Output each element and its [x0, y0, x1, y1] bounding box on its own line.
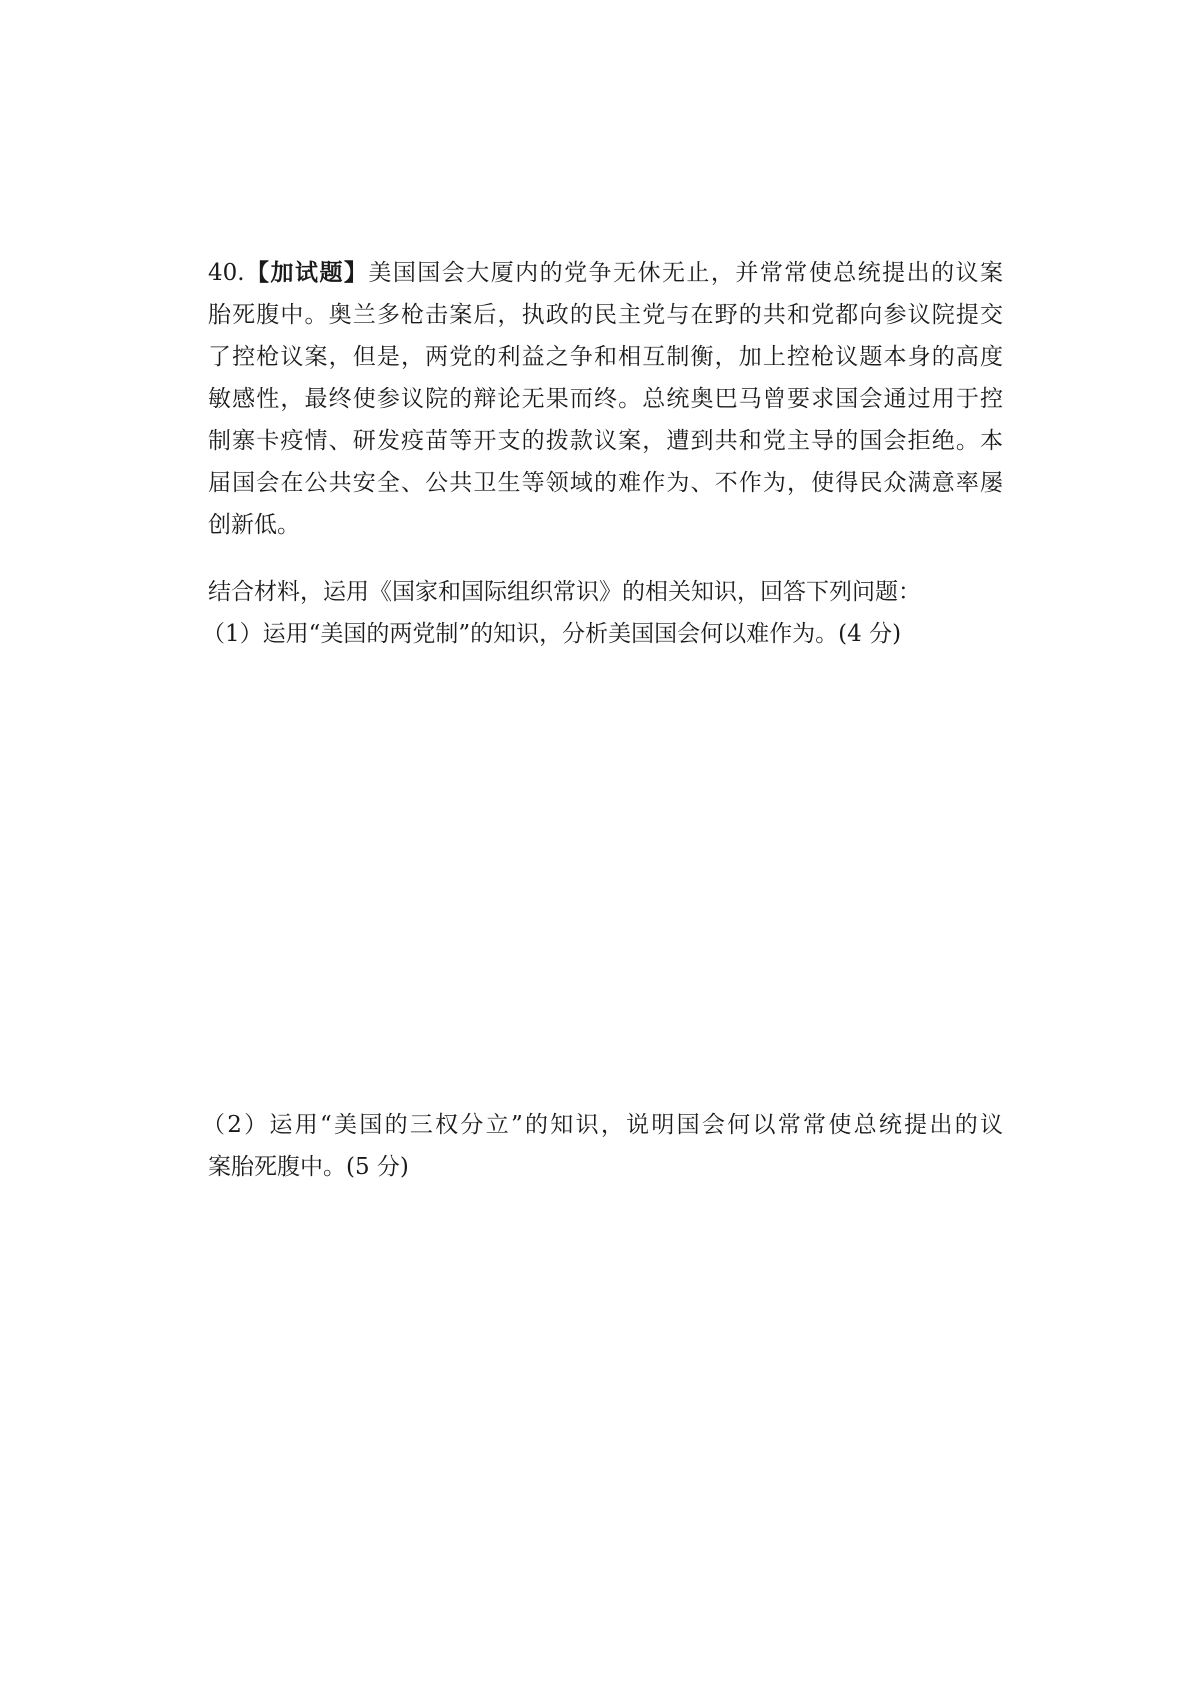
instruction-line: 结合材料，运用《国家和国际组织常识》的相关知识，回答下列问题： — [208, 579, 921, 605]
material-line-2: 胎死腹中。奥兰多枪击案后，执政的民主党与在野的共和党都向参议院提交 — [208, 302, 1003, 328]
sub-question-2-line-1: （2）运用“美国的三权分立”的知识，说明国会何以常常使总统提出的议 — [202, 1112, 1003, 1138]
sub-question-1-line: （1）运用“美国的两党制”的知识，分析美国国会何以难作为。(4 分) — [202, 621, 902, 647]
question-tag: 【加试题】 — [244, 259, 369, 286]
material-text-1: 美国国会大厦内的党争无休无止，并常常使总统提出的议案 — [368, 260, 1004, 286]
material-line-3: 了控枪议案，但是，两党的利益之争和相互制衡，加上控枪议题本身的高度 — [208, 344, 1003, 370]
material-line-1 — [208, 252, 1003, 294]
material-line-6: 届国会在公共安全、公共卫生等领域的难作为、不作为，使得民众满意率屡 — [208, 470, 1003, 496]
material-line-4: 敏感性，最终使参议院的辩论无果而终。总统奥巴马曾要求国会通过用于控 — [208, 386, 1003, 412]
material-line-7: 创新低。 — [208, 512, 300, 538]
material-paragraph — [208, 252, 1003, 546]
question-number: 40. — [208, 260, 245, 286]
sub-question-2 — [202, 1104, 1003, 1188]
sub-question-2-line-2: 案胎死腹中。(5 分) — [208, 1154, 409, 1180]
material-line-5: 制寨卡疫情、研发疫苗等开支的拨款议案，遭到共和党主导的国会拒绝。本 — [208, 428, 1003, 454]
sub-question-1 — [202, 613, 1003, 655]
instruction-text — [208, 571, 1003, 613]
